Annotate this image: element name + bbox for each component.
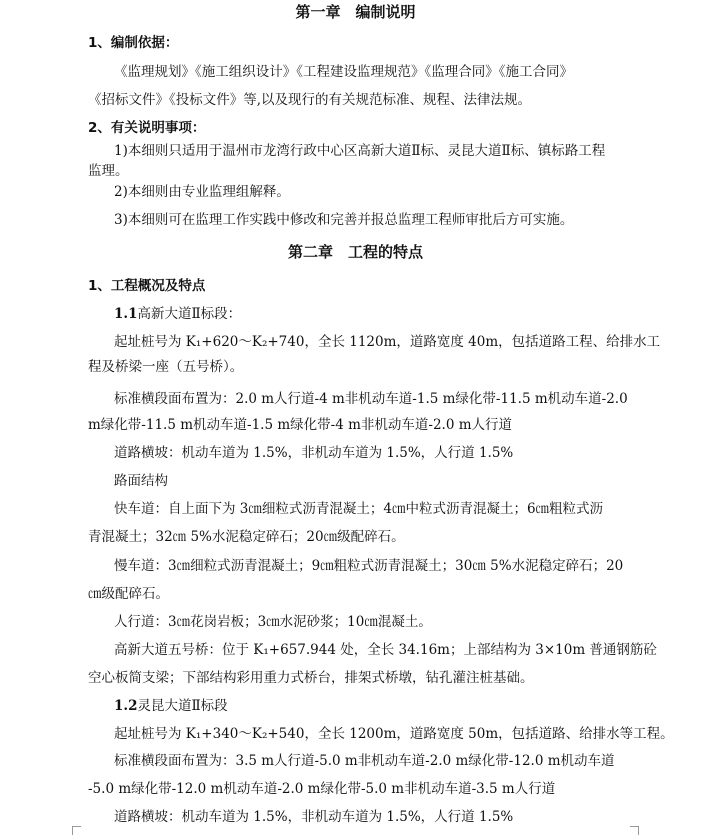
page-crop-mark (630, 826, 639, 835)
section-heading-overview: 1、工程概况及特点 (88, 278, 206, 294)
paragraph-line: 人行道：3㎝花岗岩板；3㎝水泥砂浆；10㎝混凝土。 (114, 614, 432, 630)
subsection-heading-1-1 (114, 305, 241, 323)
paragraph-line: -5.0 m绿化带-12.0 m机动车道-2.0 m绿化带-5.0 m非机动车道-3.5 m人行道 (88, 781, 556, 797)
paragraph-line: 慢车道：3㎝细粒式沥青混凝土；9㎝粗粒式沥青混凝土；30㎝ 5%水泥稳定碎石；20 (114, 558, 624, 574)
subsection-number: 1.1 (114, 306, 138, 322)
paragraph-line: 路面结构 (114, 473, 168, 489)
paragraph-line: 标准横段面布置为：3.5 m人行道-5.0 m非机动车道-2.0 m绿化带-12.0 m机动车道 (114, 753, 615, 769)
page-crop-mark (72, 826, 81, 835)
paragraph-line: 空心板简支梁；下部结构彩用重力式桥台，排架式桥墩，钻孔灌注桩基础。 (88, 670, 534, 686)
subsection-heading-1-2 (114, 697, 228, 715)
paragraph-line: 3)本细则可在监理工作实践中修改和完善并报总监理工程师审批后方可实施。 (114, 212, 574, 228)
paragraph-line: 道路横坡：机动车道为 1.5%，非机动车道为 1.5%，人行道 1.5% (114, 809, 514, 825)
subsection-title: 高新大道Ⅱ标段： (137, 306, 242, 322)
section-heading-basis: 1、编制依据： (88, 35, 179, 51)
subsection-title: 灵昆大道Ⅱ标段 (137, 698, 228, 714)
subsection-number: 1.2 (114, 698, 138, 714)
section-heading-notes: 2、有关说明事项： (88, 120, 206, 136)
paragraph-line: 标准横段面布置为：2.0 m人行道-4 m非机动车道-1.5 m绿化带-11.5 m机动车道-2.0 (114, 391, 628, 407)
chapter2-title: 第二章 工程的特点 (287, 243, 423, 261)
paragraph-line: 《监理规划》《施工组织设计》《工程建设监理规范》《监理合同》《施工合同》 (114, 64, 573, 80)
paragraph-line: 道路横坡：机动车道为 1.5%，非机动车道为 1.5%，人行道 1.5% (114, 445, 514, 461)
paragraph-line: 起址桩号为 K₁+340～K₂+540，全长 1200m，道路宽度 50m，包括道路、给排水等工程。 (114, 726, 674, 742)
paragraph-line: ㎝级配碎石。 (88, 586, 169, 602)
paragraph-line: 快车道：自上面下为 3㎝细粒式沥青混凝土；4㎝中粒式沥青混凝土；6㎝粗粒式沥 (114, 501, 604, 517)
chapter1-title: 第一章 编制说明 (295, 3, 416, 21)
paragraph-line: m绿化带-11.5 m机动车道-1.5 m绿化带-4 m非机动车道-2.0 m人行道 (88, 417, 513, 433)
paragraph-line: 青混凝土；32㎝ 5%水泥稳定碎石；20㎝级配碎石。 (88, 529, 405, 545)
paragraph-line: 监理。 (88, 163, 129, 179)
paragraph-line: 起址桩号为 K₁+620～K₂+740，全长 1120m，道路宽度 40m，包括道路工程、给排水工 (114, 334, 661, 350)
paragraph-line: 《招标文件》《投标文件》等,以及现行的有关规范标准、规程、法律法规。 (88, 92, 532, 108)
paragraph-line: 1)本细则只适用于温州市龙湾行政中心区高新大道Ⅱ标、灵昆大道Ⅱ标、镇标路工程 (114, 143, 606, 159)
paragraph-line: 高新大道五号桥：位于 K₁+657.944 处，全长 34.16m；上部结构为 3×10m 普通钢筋砼 (114, 642, 657, 658)
paragraph-line: 程及桥梁一座（五号桥）。 (88, 359, 244, 375)
paragraph-line: 2)本细则由专业监理组解释。 (114, 184, 290, 200)
